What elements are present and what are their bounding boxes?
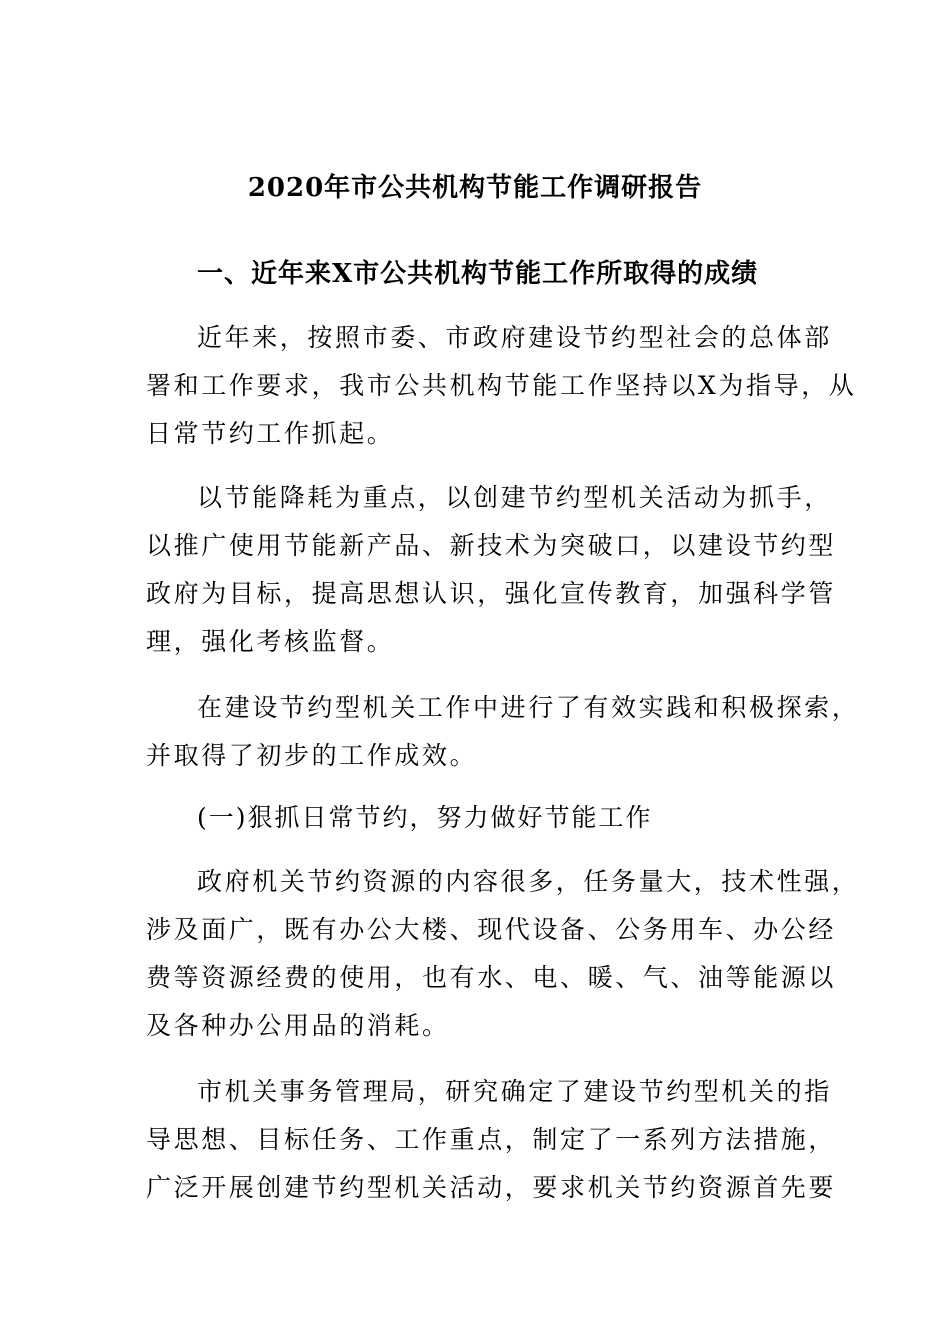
- paragraph-line: 费等资源经费的使用，也有水、电、暖、气、油等能源以: [146, 963, 837, 992]
- paragraph-line: 及各种办公用品的消耗。: [146, 1011, 450, 1040]
- paragraph-line: 以节能降耗为重点，以创建节约型机关活动为抓手，: [197, 483, 832, 512]
- document-title: 2020年市公共机构节能工作调研报告: [247, 173, 703, 203]
- paragraph-line: 涉及面广，既有办公大楼、现代设备、公务用车、办公经: [146, 915, 837, 944]
- paragraph-5: [146, 1068, 837, 1212]
- paragraph-line: 政府为目标，提高思想认识，强化宣传教育，加强科学管: [146, 579, 837, 608]
- paragraph-line: 署和工作要求，我市公共机构节能工作坚持以X为指导，从: [146, 371, 857, 400]
- paragraph-line: 并取得了初步的工作成效。: [146, 741, 478, 770]
- paragraph-line: 以推广使用节能新产品、新技术为突破口，以建设节约型: [146, 531, 837, 560]
- paragraph-line: 导思想、目标任务、工作重点，制定了一系列方法措施，: [146, 1125, 837, 1154]
- paragraph-line: 近年来，按照市委、市政府建设节约型社会的总体部: [197, 323, 832, 352]
- paragraph-1: [146, 314, 857, 458]
- paragraph-2: [146, 474, 837, 666]
- paragraph-line: 日常节约工作抓起。: [146, 419, 395, 448]
- paragraph-line: 政府机关节约资源的内容很多，任务量大，技术性强，: [197, 867, 860, 896]
- paragraph-line: 在建设节约型机关工作中进行了有效实践和积极探索，: [197, 693, 860, 722]
- paragraph-line: 广泛开展创建节约型机关活动，要求机关节约资源首先要: [146, 1173, 837, 1202]
- paragraph-4: [146, 858, 860, 1050]
- sub-heading: (一)狠抓日常节约，努力做好节能工作: [197, 803, 653, 832]
- section-heading: 一、近年来X市公共机构节能工作所取得的成绩: [197, 259, 759, 289]
- paragraph-line: 理，强化考核监督。: [146, 627, 395, 656]
- paragraph-3: [146, 684, 860, 780]
- paragraph-line: 市机关事务管理局，研究确定了建设节约型机关的指: [197, 1077, 832, 1106]
